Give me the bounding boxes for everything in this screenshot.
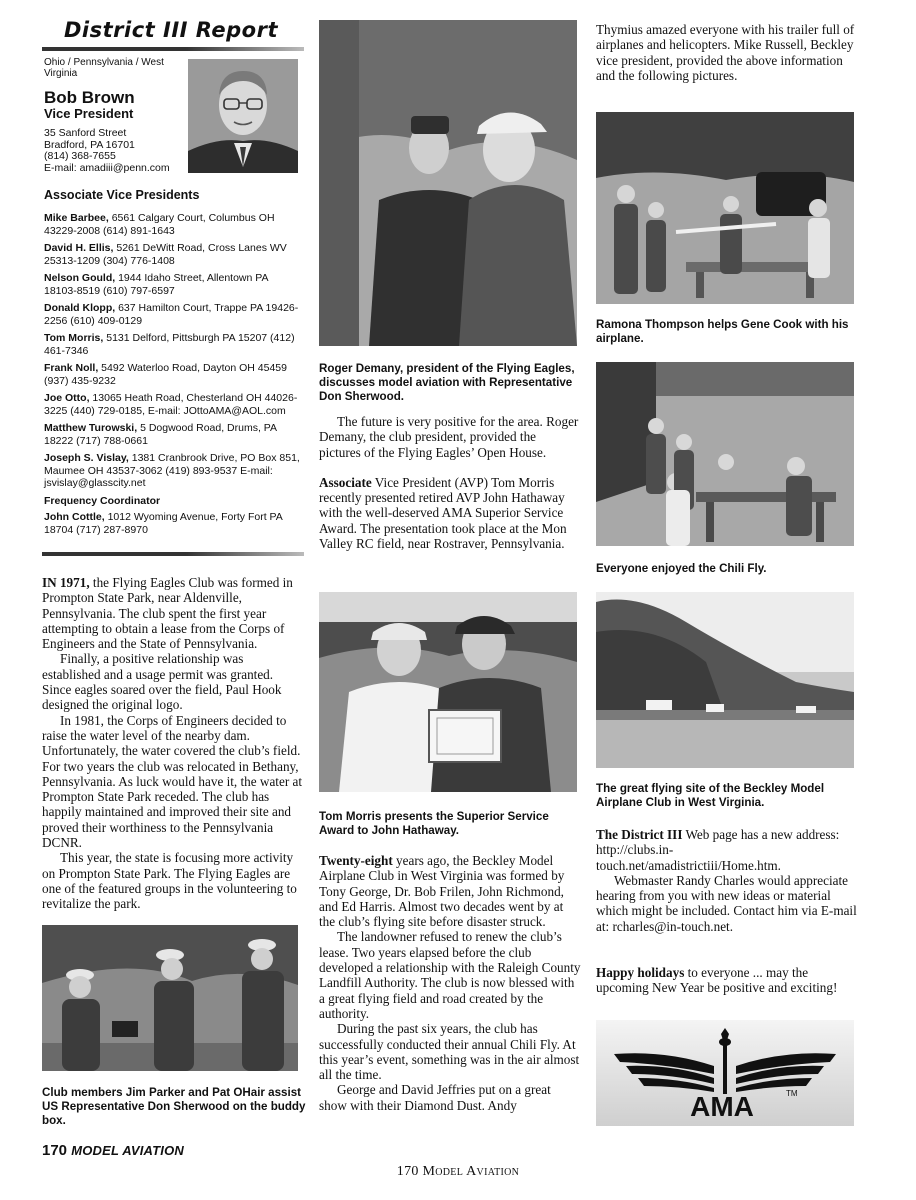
vp-role: Vice President	[44, 106, 134, 121]
associate-vp-entry	[44, 452, 302, 490]
associate-vp-name: Donald Klopp,	[44, 302, 116, 314]
caption-demany: Roger Demany, president of the Flying Eagles, discusses model aviation with Representative Don Sherwood.	[319, 362, 575, 403]
page-footer	[0, 1164, 916, 1180]
article-column-3-mid	[596, 827, 858, 934]
frequency-coordinator-name: John Cottle,	[44, 511, 105, 523]
caption-award: Tom Morris presents the Superior Service Award to John Hathaway.	[319, 810, 549, 837]
article-paragraph	[596, 827, 858, 873]
article-paragraph: The landowner refused to renew the club’s lease. Two years elapsed before the club developed a relationship with the Raleigh County Landfill Authority. The club is now blessed with a great flying field and road created by the authority.	[319, 929, 581, 1021]
article-paragraph: In 1981, the Corps of Engineers decided to raise the water level of the nearby dam. Unfortunately, the water covered the club’s field. For two years the club was relocated in Bethany, Pennsylvania. As luck would have it, the water at Prompton State Park receded. The club has happily maintained and improved their site and proved their worthiness to the Pennsylvania DCNR.	[42, 712, 303, 851]
photo-chili-illustration	[596, 362, 854, 546]
paragraph-gap	[319, 460, 581, 475]
paragraph-text: years ago, the Beckley Model Airplane Club in West Virginia was formed by Tony George, Dr. Bob Frilen, John Richmond, and Ed Harris. Almost two decades went by at the club’s flying site before disaster struck.	[319, 853, 565, 930]
vp-address	[44, 128, 194, 174]
associate-vp-entry	[44, 422, 302, 447]
article-paragraph: During the past six years, the club has successfully conducted their annual Chili Fly. At this year’s event, something was in the air almost all the time.	[319, 1021, 580, 1083]
associate-vp-entry	[44, 302, 302, 327]
associate-vp-details: 5131 Delford, Pittsburgh PA 15207 (412) 461-7346	[44, 332, 295, 357]
article-column-3-bottom	[596, 965, 858, 996]
ama-logo-text: AMA	[690, 1091, 754, 1122]
magazine-name: MODEL AVIATION	[71, 1143, 185, 1158]
article-paragraph: Finally, a positive relationship was established and a usage permit was granted. Since eagles soared over the field, Paul Hook designed the original logo.	[42, 651, 282, 713]
article-paragraph: Webmaster Randy Charles would appreciate hearing from you with new ideas or material which might be included. Contact him via E-mail at: rcharles@in-touch.net.	[596, 872, 857, 934]
photo-flying-site	[596, 592, 854, 768]
article-paragraph	[319, 853, 581, 929]
paragraph-text: Vice President (AVP) Tom Morris recently presented retired AVP John Hathaway with the well-deserved AMA Superior Service Award. The presentation took place at the Mon Valley RC field, near Rostraver, Pennsylvania.	[319, 474, 567, 552]
page-number: 170	[42, 1142, 68, 1159]
vp-address-line: Bradford, PA 16701	[44, 138, 135, 151]
photo-buddy-box	[42, 925, 298, 1071]
page-folio	[42, 1142, 184, 1159]
article-paragraph	[319, 475, 581, 551]
associate-vp-list	[44, 212, 302, 541]
photo-demany-illustration	[319, 20, 577, 346]
article-paragraph: This year, the state is focusing more activity on Prompton State Park. The Flying Eagles are one of the featured groups in the volunteering to revitalize the park.	[42, 850, 297, 912]
article-column-1	[42, 575, 304, 912]
vp-name: Bob Brown	[44, 88, 135, 107]
photo-award-illustration	[319, 592, 577, 792]
associate-vp-name: Tom Morris,	[44, 332, 104, 344]
photo-chili-fly	[596, 362, 854, 546]
associate-vp-entry	[44, 392, 302, 417]
article-paragraph: Thymius amazed everyone with his trailer full of airplanes and helicopters. Mike Russell, Beckley vice president, provided the above information and the following pictures.	[596, 22, 855, 83]
ama-wings-emblem	[596, 1020, 854, 1126]
photo-field-illustration	[596, 592, 854, 768]
associate-vp-details: 1944 Idaho Street, Allentown PA 18103-8519 (610) 797-6597	[44, 272, 268, 297]
associate-vp-name: Frank Noll,	[44, 362, 99, 374]
lead-in: Twenty-eight	[319, 853, 393, 868]
article-paragraph: George and David Jeffries put on a great show with their Diamond Dust. Andy	[319, 1082, 551, 1113]
lead-in: IN 1971,	[42, 575, 90, 590]
photo-ramona-illustration	[596, 112, 854, 304]
frequency-coordinator-entry	[44, 511, 302, 536]
frequency-coordinator-heading: Frequency Coordinator	[44, 494, 161, 507]
title-rule	[42, 47, 304, 51]
caption-flying-site: The great flying site of the Beckley Model Airplane Club in West Virginia.	[596, 782, 825, 809]
lead-in: The District III	[596, 827, 683, 842]
photo-demany-sherwood	[319, 20, 577, 346]
region-label: Ohio / Pennsylvania / West Virginia	[44, 57, 164, 79]
footer-page-number: 170	[396, 1164, 419, 1179]
frequency-coordinator-details: 1012 Wyoming Avenue, Forty Fort PA 18704 (717) 287-8970	[44, 511, 283, 536]
article-paragraph	[42, 575, 304, 651]
associate-vp-name: Joe Otto,	[44, 392, 90, 404]
report-title: District III Report	[64, 18, 278, 42]
associate-vp-entry	[44, 272, 302, 297]
associate-vps-heading: Associate Vice Presidents	[44, 188, 200, 202]
header-bottom-rule	[42, 552, 304, 556]
associate-vp-entry	[44, 242, 302, 267]
caption-buddy-box: Club members Jim Parker and Pat OHair assist US Representative Don Sherwood on the buddy box.	[42, 1086, 306, 1127]
associate-vp-name: David H. Ellis,	[44, 242, 114, 254]
article-column-2-top	[319, 414, 581, 551]
article-paragraph: The future is very positive for the area. Roger Demany, the club president, provided the pictures of the Flying Eagles’ Open House.	[319, 414, 579, 460]
footer-magazine-name: Model Aviation	[422, 1164, 520, 1179]
lead-in: Happy holidays	[596, 965, 685, 980]
associate-vp-entry	[44, 362, 302, 387]
paragraph-text: Web page has a new address: http://clubs.in-touch.net/amadistrictiii/Home.htm.	[596, 827, 840, 873]
photo-buddy-box-illustration	[42, 925, 298, 1071]
associate-vp-name: Mike Barbee,	[44, 212, 109, 224]
associate-vp-name: Joseph S. Vislay,	[44, 452, 129, 464]
vp-email: E-mail: amadiii@penn.com	[44, 161, 170, 174]
photo-award-presentation	[319, 592, 577, 792]
vp-address-line: 35 Sanford Street	[44, 127, 127, 139]
paragraph-text: to everyone ... may the upcoming New Year be positive and exciting!	[596, 965, 838, 996]
associate-vp-entry	[44, 332, 302, 357]
associate-vp-details: 6561 Calgary Court, Columbus OH 43229-2008 (614) 891-1643	[44, 212, 275, 237]
associate-vp-details: 637 Hamilton Court, Trappe PA 19426-2256 (610) 409-0129	[44, 302, 299, 327]
ama-trademark: TM	[786, 1089, 798, 1098]
caption-ramona: Ramona Thompson helps Gene Cook with his airplane.	[596, 318, 849, 345]
article-column-3-top	[596, 22, 858, 83]
associate-vp-entry	[44, 212, 302, 237]
article-column-2-bottom	[319, 853, 581, 1113]
caption-chili: Everyone enjoyed the Chili Fly.	[596, 562, 767, 575]
vp-address-line: (814) 368-7655	[44, 150, 116, 162]
associate-vp-details: 5261 DeWitt Road, Cross Lanes WV 25313-1209 (304) 776-1408	[44, 242, 287, 267]
associate-vp-name: Nelson Gould,	[44, 272, 116, 284]
associate-vp-details: 5 Dogwood Road, Drums, PA 18222 (717) 788-0661	[44, 422, 277, 447]
associate-vp-details: 1381 Cranbrook Drive, PO Box 851, Maumee OH 43537-3062 (419) 893-9537 E-mail: jsvislay@glasscity.net	[44, 452, 300, 489]
vp-portrait-photo	[188, 59, 298, 173]
paragraph-text: the Flying Eagles Club was formed in Prompton State Park, near Aldenville, Pennsylvania. The club spent the first year attempting to obtain a lease from the Corps of Engineers and the State of Pennsylvania.	[42, 575, 293, 652]
portrait-illustration	[188, 59, 298, 173]
ama-logo	[596, 1020, 854, 1126]
associate-vp-name: Matthew Turowski,	[44, 422, 138, 434]
lead-in: Associate	[319, 474, 372, 490]
photo-ramona-thompson	[596, 112, 854, 304]
associate-vp-details: 5492 Waterloo Road, Dayton OH 45459 (937) 435-9232	[44, 362, 287, 387]
associate-vp-details: 13065 Heath Road, Chesterland OH 44026-3225 (440) 729-0185, E-mail: JOttoAMA@AOL.com	[44, 392, 298, 417]
article-paragraph	[596, 965, 858, 996]
